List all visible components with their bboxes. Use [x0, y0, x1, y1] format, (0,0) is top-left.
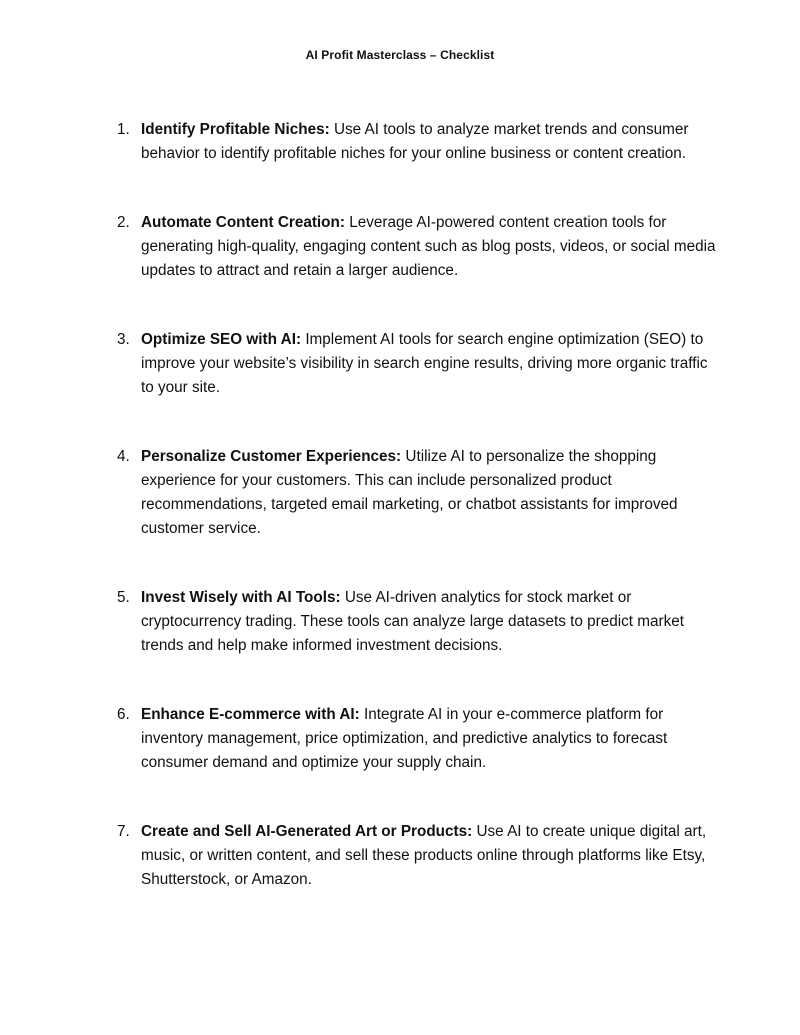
item-heading: Identify Profitable Niches: — [141, 121, 330, 138]
item-text: Integrate AI in your e-commerce platform for inventory management, price optimization, and predictive analytics to forecast consumer demand and optimize your supply chain. — [141, 706, 668, 771]
item-heading: Create and Sell AI-Generated Art or Products: — [141, 823, 473, 840]
item-number: 6. — [117, 706, 130, 723]
item-heading: Invest Wisely with AI Tools: — [141, 589, 341, 606]
document-title: AI Profit Masterclass – Checklist — [305, 48, 495, 62]
checklist-item-5 — [117, 586, 717, 658]
item-number: 5. — [117, 589, 130, 606]
checklist-item-6 — [117, 703, 717, 775]
item-text: Leverage AI-powered content creation tools for generating high-quality, engaging content such as blog posts, videos, or social media updates to attract and retain a larger audience. — [141, 214, 716, 279]
item-heading: Optimize SEO with AI: — [141, 331, 302, 348]
checklist-item-1 — [117, 118, 717, 166]
item-text: Use AI tools to analyze market trends and consumer behavior to identify profitable niches for your online business or content creation. — [141, 121, 689, 162]
item-text: Use AI to create unique digital art, music, or written content, and sell these products online through platforms like Etsy, Shutterstock, or Amazon. — [141, 823, 707, 888]
checklist-item-4 — [117, 445, 717, 541]
item-heading: Personalize Customer Experiences: — [141, 448, 402, 465]
item-number: 7. — [117, 823, 130, 840]
item-text: Implement AI tools for search engine optimization (SEO) to improve your website’s visibility in search engine results, driving more organic traffic to your site. — [141, 331, 708, 396]
checklist-item-7 — [117, 820, 717, 892]
item-number: 4. — [117, 448, 130, 465]
item-heading: Enhance E-commerce with AI: — [141, 706, 360, 723]
checklist-item-3 — [117, 328, 717, 400]
checklist — [117, 118, 717, 937]
item-number: 2. — [117, 214, 130, 231]
item-heading: Automate Content Creation: — [141, 214, 345, 231]
checklist-item-2 — [117, 211, 717, 283]
item-number: 1. — [117, 121, 130, 138]
item-number: 3. — [117, 331, 130, 348]
item-text: Use AI-driven analytics for stock market or cryptocurrency trading. These tools can analyze large datasets to predict market trends and help make informed investment decisions. — [141, 589, 685, 654]
item-text: Utilize AI to personalize the shopping experience for your customers. This can include personalized product recommendations, targeted email marketing, or chatbot assistants for improved customer service. — [141, 448, 678, 537]
